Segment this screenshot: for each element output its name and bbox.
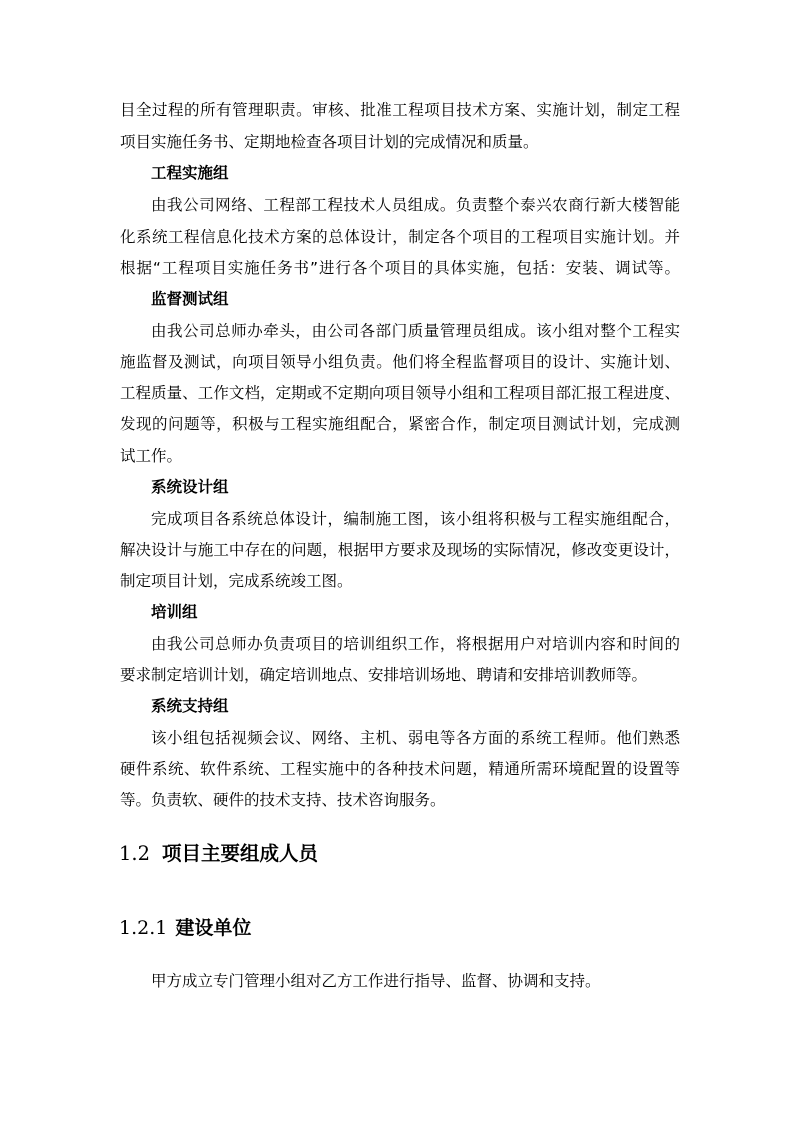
paragraph-line: 甲方成立专门管理小组对乙方工作进行指导、监督、协调和支持。 bbox=[151, 972, 601, 990]
paragraph-line: 项目实施任务书、定期地检查各项目计划的完成情况和质量。 bbox=[120, 133, 539, 151]
paragraph-line: 工程质量、工作文档，定期或不定期向项目领导小组和工程项目部汇报工程进度、 bbox=[120, 384, 680, 402]
paragraph-line: 要求制定培训计划，确定培训地点、安排培训场地、聘请和安排培训教师等。 bbox=[120, 666, 648, 684]
group-heading-engineering: 工程实施组 bbox=[151, 164, 229, 182]
paragraph-line: 由我公司总师办牵头，由公司各部门质量管理员组成。该小组对整个工程实 bbox=[151, 322, 680, 340]
paragraph-line: 由我公司总师办负责项目的培训组织工作，将根据用户对培训内容和时间的 bbox=[151, 635, 680, 653]
group-heading-design: 系统设计组 bbox=[151, 478, 229, 496]
group-heading-supervision: 监督测试组 bbox=[151, 290, 229, 308]
section-number: 1.2.1 bbox=[119, 917, 168, 939]
section-title: 项目主要组成人员 bbox=[162, 842, 319, 865]
paragraph-line: 等。负责软、硬件的技术支持、技术咨询服务。 bbox=[120, 791, 446, 809]
paragraph-line: 施监督及测试，向项目领导小组负责。他们将全程监督项目的设计、实施计划、 bbox=[120, 353, 680, 371]
paragraph-line: 制定项目计划，完成系统竣工图。 bbox=[120, 572, 353, 590]
paragraph-line: 完成项目各系统总体设计，编制施工图，该小组将积极与工程实施组配合， bbox=[151, 510, 680, 528]
group-heading-support: 系统支持组 bbox=[151, 697, 229, 715]
paragraph-line: 化系统工程信息化技术方案的总体设计，制定各个项目的工程项目实施计划。并 bbox=[120, 228, 680, 246]
section-heading-1-2-1 bbox=[119, 914, 251, 942]
paragraph-line: 根据“工程项目实施任务书”进行各个项目的具体实施，包括：安装、调试等。 bbox=[120, 259, 680, 277]
paragraph-line: 目全过程的所有管理职责。审核、批准工程项目技术方案、实施计划，制定工程 bbox=[120, 101, 680, 119]
group-heading-training: 培训组 bbox=[151, 603, 198, 621]
section-number: 1.2 bbox=[119, 842, 151, 865]
paragraph-line: 该小组包括视频会议、网络、主机、弱电等各方面的系统工程师。他们熟悉 bbox=[151, 729, 680, 747]
paragraph-line: 试工作。 bbox=[120, 447, 183, 465]
paragraph-line: 由我公司网络、工程部工程技术人员组成。负责整个泰兴农商行新大楼智能 bbox=[151, 196, 680, 214]
section-title: 建设单位 bbox=[175, 917, 252, 939]
paragraph-line: 发现的问题等，积极与工程实施组配合，紧密合作，制定项目测试计划，完成测 bbox=[120, 415, 680, 433]
paragraph-line: 硬件系统、软件系统、工程实施中的各种技术问题，精通所需环境配置的设置等 bbox=[120, 760, 680, 778]
section-heading-1-2 bbox=[119, 840, 318, 868]
paragraph-line: 解决设计与施工中存在的问题，根据甲方要求及现场的实际情况，修改变更设计， bbox=[120, 541, 680, 559]
